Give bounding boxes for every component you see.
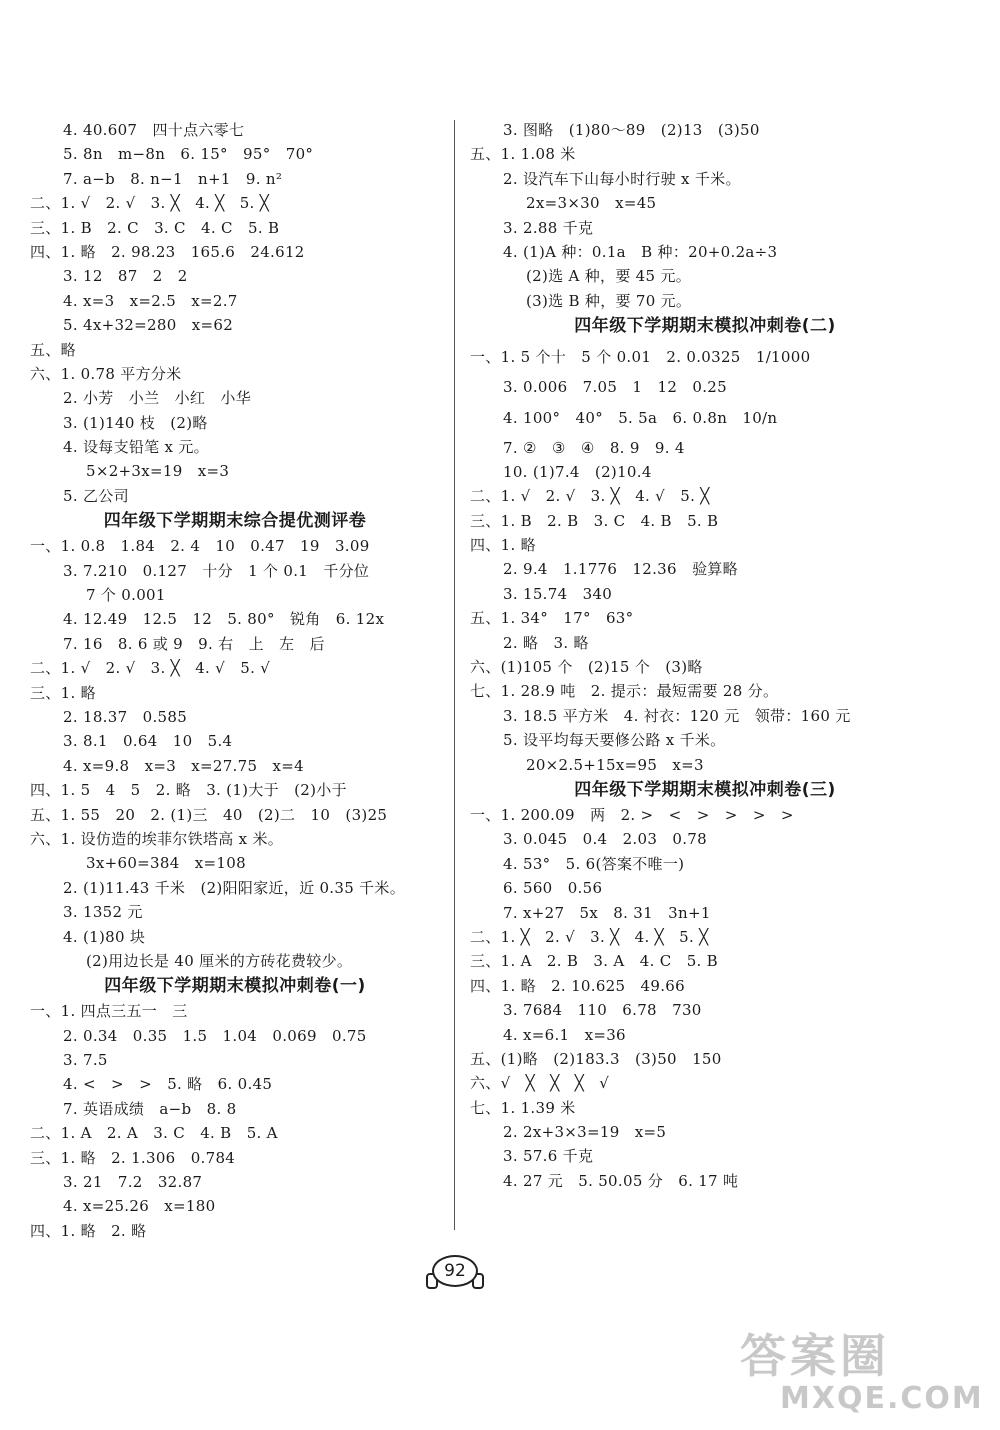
answer-line: 2. 2x+3×3=19 x=5 bbox=[503, 1123, 667, 1142]
answer-line: 二、1. √ 2. √ 3. ╳ 4. ╳ 5. ╳ bbox=[30, 194, 270, 213]
answer-line: 4. 40.607 四十点六零七 bbox=[63, 121, 245, 139]
section-heading: 四年级下学期期末模拟冲刺卷(三) bbox=[574, 779, 836, 800]
answer-line: 二、1. ╳ 2. √ 3. ╳ 4. ╳ 5. ╳ bbox=[470, 927, 709, 946]
answer-line: 3. 7684 110 6.78 730 bbox=[503, 1001, 702, 1020]
answer-line: 6. 560 0.56 bbox=[503, 879, 603, 898]
answer-line: 4. < > > 5. 略 6. 0.45 bbox=[63, 1075, 273, 1094]
answer-line: 4. x=6.1 x=36 bbox=[503, 1025, 626, 1044]
answer-line: 7 个 0.001 bbox=[86, 586, 166, 605]
answer-line: 3. 7.5 bbox=[63, 1051, 108, 1070]
answer-line: 7. x+27 5x 8. 31 3n+1 bbox=[503, 903, 711, 922]
answer-line: 4. 100° 40° 5. 5a 6. 0.8n 10/n bbox=[503, 408, 778, 427]
left-answer-column bbox=[30, 118, 440, 1243]
answer-line: 五、1. 55 20 2. (1)三 40 (2)二 10 (3)25 bbox=[30, 805, 388, 824]
answer-line: 六、1. 设仿造的埃菲尔铁塔高 x 米。 bbox=[30, 829, 284, 848]
answer-line: 7. ② ③ ④ 8. 9 9. 4 bbox=[503, 438, 685, 457]
right-answer-column bbox=[470, 118, 940, 1193]
answer-line: 七、1. 28.9 吨 2. 提示：最短需要 28 分。 bbox=[470, 682, 779, 701]
page-footer bbox=[420, 1245, 490, 1290]
answer-line: 五、略 bbox=[30, 340, 76, 359]
answer-line: 四、1. 略 2. 98.23 165.6 24.612 bbox=[30, 242, 305, 261]
answer-line: (2)选 A 种，要 45 元。 bbox=[526, 267, 692, 286]
answer-line: 六、√ ╳ ╳ ╳ √ bbox=[470, 1074, 610, 1093]
answer-line: 一、1. 5 个十 5 个 0.01 2. 0.0325 1/1000 bbox=[470, 348, 811, 367]
answer-line: 3. 图略 (1)80～89 (2)13 (3)50 bbox=[503, 121, 760, 139]
answer-line: 七、1. 1.39 米 bbox=[470, 1098, 576, 1117]
answer-line: 2. (1)11.43 千米 (2)阳阳家近，近 0.35 千米。 bbox=[63, 878, 406, 897]
answer-line: 三、1. B 2. B 3. C 4. B 5. B bbox=[470, 511, 719, 530]
answer-line: 3x+60=384 x=108 bbox=[86, 854, 246, 873]
answer-line: 五、(1)略 (2)183.3 (3)50 150 bbox=[470, 1049, 722, 1068]
answer-line: 4. 12.49 12.5 12 5. 80° 锐角 6. 12x bbox=[63, 610, 385, 629]
answer-line: 二、1. √ 2. √ 3. ╳ 4. √ 5. √ bbox=[30, 659, 271, 678]
answer-line: 4. 27 元 5. 50.05 分 6. 17 吨 bbox=[503, 1171, 739, 1190]
answer-line: 4. x=3 x=2.5 x=2.7 bbox=[63, 291, 238, 310]
answer-line: 五、1. 34° 17° 63° bbox=[470, 609, 634, 628]
answer-line: 2. 9.4 1.1776 12.36 验算略 bbox=[503, 560, 738, 579]
answer-line: 7. 16 8. 6 或 9 9. 右 上 左 后 bbox=[63, 634, 325, 653]
answer-line: 2. 0.34 0.35 1.5 1.04 0.069 0.75 bbox=[63, 1026, 367, 1045]
answer-line: 2. 18.37 0.585 bbox=[63, 707, 188, 726]
answer-line: 二、1. √ 2. √ 3. ╳ 4. √ 5. ╳ bbox=[470, 487, 710, 506]
answer-line: 3. 15.74 340 bbox=[503, 584, 613, 603]
answer-line: 3. 7.210 0.127 十分 1 个 0.1 千分位 bbox=[63, 561, 370, 580]
answer-line: 3. (1)140 枝 (2)略 bbox=[63, 413, 208, 432]
answer-line: (3)选 B 种，要 70 元。 bbox=[526, 291, 692, 310]
answer-line: 3. 12 87 2 2 bbox=[63, 267, 188, 286]
answer-line: 5. 乙公司 bbox=[63, 486, 129, 505]
answer-line: 3. 1352 元 bbox=[63, 903, 143, 922]
answer-line: 2. 小芳 小兰 小红 小华 bbox=[63, 389, 251, 408]
section-heading: 四年级下学期期末综合提优测评卷 bbox=[103, 511, 367, 532]
answer-line: 3. 8.1 0.64 10 5.4 bbox=[63, 732, 233, 751]
answer-line: 4. (1)80 块 bbox=[63, 927, 146, 946]
answer-line: 一、1. 四点三五一 三 bbox=[30, 1002, 188, 1021]
answer-line: 3. 57.6 千克 bbox=[503, 1147, 594, 1166]
answer-line: 二、1. A 2. A 3. C 4. B 5. A bbox=[30, 1124, 278, 1143]
watermark bbox=[740, 1330, 990, 1420]
answer-line: 3. 2.88 千克 bbox=[503, 218, 594, 237]
answer-line: 四、1. 略 2. 略 bbox=[30, 1221, 147, 1240]
answer-line: 2x=3×30 x=45 bbox=[526, 194, 657, 213]
answer-line: 5. 8n m−8n 6. 15° 95° 70° bbox=[63, 145, 314, 164]
answer-line: 3. 0.006 7.05 1 12 0.25 bbox=[503, 378, 727, 397]
answer-line: 一、1. 200.09 两 2. > < > > > > bbox=[470, 805, 794, 824]
answer-line: 三、1. 略 bbox=[30, 683, 96, 702]
column-divider bbox=[454, 120, 455, 1230]
answer-line: 2. 略 3. 略 bbox=[503, 633, 589, 652]
answer-line: 2. 设汽车下山每小时行驶 x 千米。 bbox=[503, 169, 741, 188]
answer-line: 7. 英语成绩 a−b 8. 8 bbox=[63, 1099, 237, 1118]
answer-line: 三、1. 略 2. 1.306 0.784 bbox=[30, 1148, 236, 1167]
answer-line: (2)用边长是 40 厘米的方砖花费较少。 bbox=[86, 951, 353, 970]
answer-line: 3. 18.5 平方米 4. 衬衣：120 元 领带：160 元 bbox=[503, 706, 851, 725]
answer-line: 三、1. B 2. C 3. C 4. C 5. B bbox=[30, 218, 280, 237]
answer-line: 六、1. 0.78 平方分米 bbox=[30, 364, 182, 383]
answer-line: 四、1. 5 4 5 2. 略 3. (1)大于 (2)小于 bbox=[30, 781, 347, 800]
answer-line: 四、1. 略 2. 10.625 49.66 bbox=[470, 976, 685, 995]
answer-line: 4. x=9.8 x=3 x=27.75 x=4 bbox=[63, 756, 304, 775]
answer-line: 7. a−b 8. n−1 n+1 9. n² bbox=[63, 169, 283, 188]
page-number: 92 bbox=[432, 1255, 478, 1287]
answer-line: 5. 4x+32=280 x=62 bbox=[63, 316, 234, 335]
section-heading: 四年级下学期期末模拟冲刺卷(一) bbox=[104, 976, 366, 997]
answer-line: 三、1. A 2. B 3. A 4. C 5. B bbox=[470, 952, 719, 971]
answer-line: 4. x=25.26 x=180 bbox=[63, 1197, 216, 1216]
answer-line: 10. (1)7.4 (2)10.4 bbox=[503, 462, 652, 481]
answer-line: 4. 53° 5. 6(答案不唯一) bbox=[503, 854, 685, 873]
answer-line: 一、1. 0.8 1.84 2. 4 10 0.47 19 3.09 bbox=[30, 537, 370, 556]
answer-line: 5. 设平均每天要修公路 x 千米。 bbox=[503, 731, 726, 750]
answer-line: 3. 0.045 0.4 2.03 0.78 bbox=[503, 830, 707, 849]
watermark-logo: 答案圈 bbox=[740, 1329, 890, 1383]
answer-line: 五、1. 1.08 米 bbox=[470, 145, 576, 164]
answer-line: 六、(1)105 个 (2)15 个 (3)略 bbox=[470, 658, 703, 677]
answer-line: 四、1. 略 bbox=[470, 536, 536, 555]
answer-line: 3. 21 7.2 32.87 bbox=[63, 1173, 203, 1192]
answer-line: 4. (1)A 种：0.1a B 种：20+0.2a÷3 bbox=[503, 242, 778, 261]
answer-line: 5×2+3x=19 x=3 bbox=[86, 462, 230, 481]
section-heading: 四年级下学期期末模拟冲刺卷(二) bbox=[574, 316, 836, 337]
answer-line: 4. 设每支铅笔 x 元。 bbox=[63, 438, 209, 457]
answer-line: 20×2.5+15x=95 x=3 bbox=[526, 755, 704, 774]
watermark-url: MXQE.COM bbox=[780, 1381, 984, 1416]
